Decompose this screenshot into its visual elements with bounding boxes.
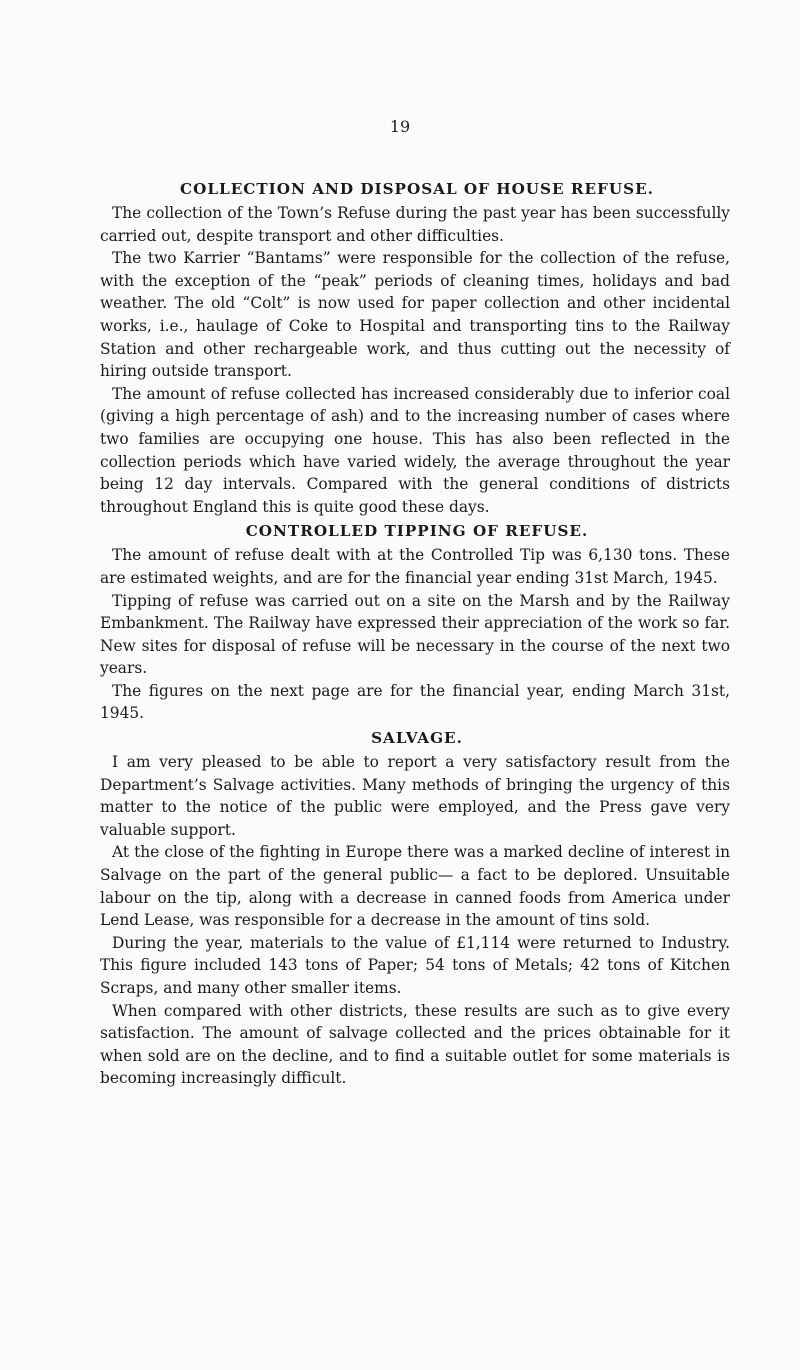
section-heading: CONTROLLED TIPPING OF REFUSE. bbox=[245, 522, 589, 541]
paragraph: The figures on the next page are for the financial year, ending March 31st, 1945. bbox=[100, 681, 730, 723]
section-collection-disposal bbox=[100, 176, 730, 518]
paragraph: Tipping of refuse was carried out on a site on the Marsh and by the Railway Embankment. The Railway have expressed their appreciation of the work so far. New sites for disposal of refuse will be necessary in the course of the next two years. bbox=[100, 591, 730, 678]
section-salvage bbox=[100, 725, 730, 1090]
page-number: 19 bbox=[389, 117, 411, 136]
paragraph: The collection of the Town’s Refuse during the past year has been successfully carried out, despite transport and other difficulties. bbox=[100, 204, 730, 245]
paragraph: The amount of refuse collected has increased considerably due to inferior coal (giving a high percentage of ash) and to the increasing number of cases where two families are occupying one house. This has also been reflected in the collection periods which have varied widely, the average throughout the year being 12 day intervals. Compared with the general conditions of districts throughout England this is quite good these days. bbox=[100, 384, 730, 516]
paragraph: I am very pleased to be able to report a very satisfactory result from the Department’s Salvage activities. Many methods of bringing the urgency of this matter to the notice of the public were employed, and the Press gave very valuable support. bbox=[100, 753, 730, 839]
section-heading: SALVAGE. bbox=[371, 729, 463, 748]
paragraph: During the year, materials to the value of £1,114 were returned to Industry. This figure included 143 tons of Paper; 54 tons of Metals; 42 tons of Kitchen Scraps, and many other smaller items. bbox=[100, 933, 730, 997]
paragraph: The amount of refuse dealt with at the Controlled Tip was 6,130 tons. These are estimated weights, and are for the financial year ending 31st March, 1945. bbox=[100, 546, 730, 587]
paragraph: At the close of the fighting in Europe there was a marked decline of interest in Salvage on the part of the general public— a fact to be deplored. Unsuitable labour on the tip, along with a decrease in canned foods from America under Lend Lease, was responsible for a decrease in the amount of tins sold. bbox=[100, 843, 730, 930]
section-heading: COLLECTION AND DISPOSAL OF HOUSE REFUSE. bbox=[180, 180, 654, 198]
section-controlled-tipping bbox=[100, 518, 730, 725]
paragraph: The two Karrier “Bantams” were responsible for the collection of the refuse, with the exception of the “peak” periods of cleaning times, holidays and bad weather. The old “Colt” is now used for paper collection and other incidental works, i.e., haulage of Coke to Hospital and transporting tins to the Railway Station and other rechargeable work, and thus cutting out the necessity of hiring outside transport. bbox=[100, 249, 730, 381]
paragraph: When compared with other districts, these results are such as to give every satisfaction. The amount of salvage collected and the prices obtainable for it when sold are on the decline, and to find a suitable outlet for some materials is becoming increasingly difficult. bbox=[100, 1001, 730, 1088]
